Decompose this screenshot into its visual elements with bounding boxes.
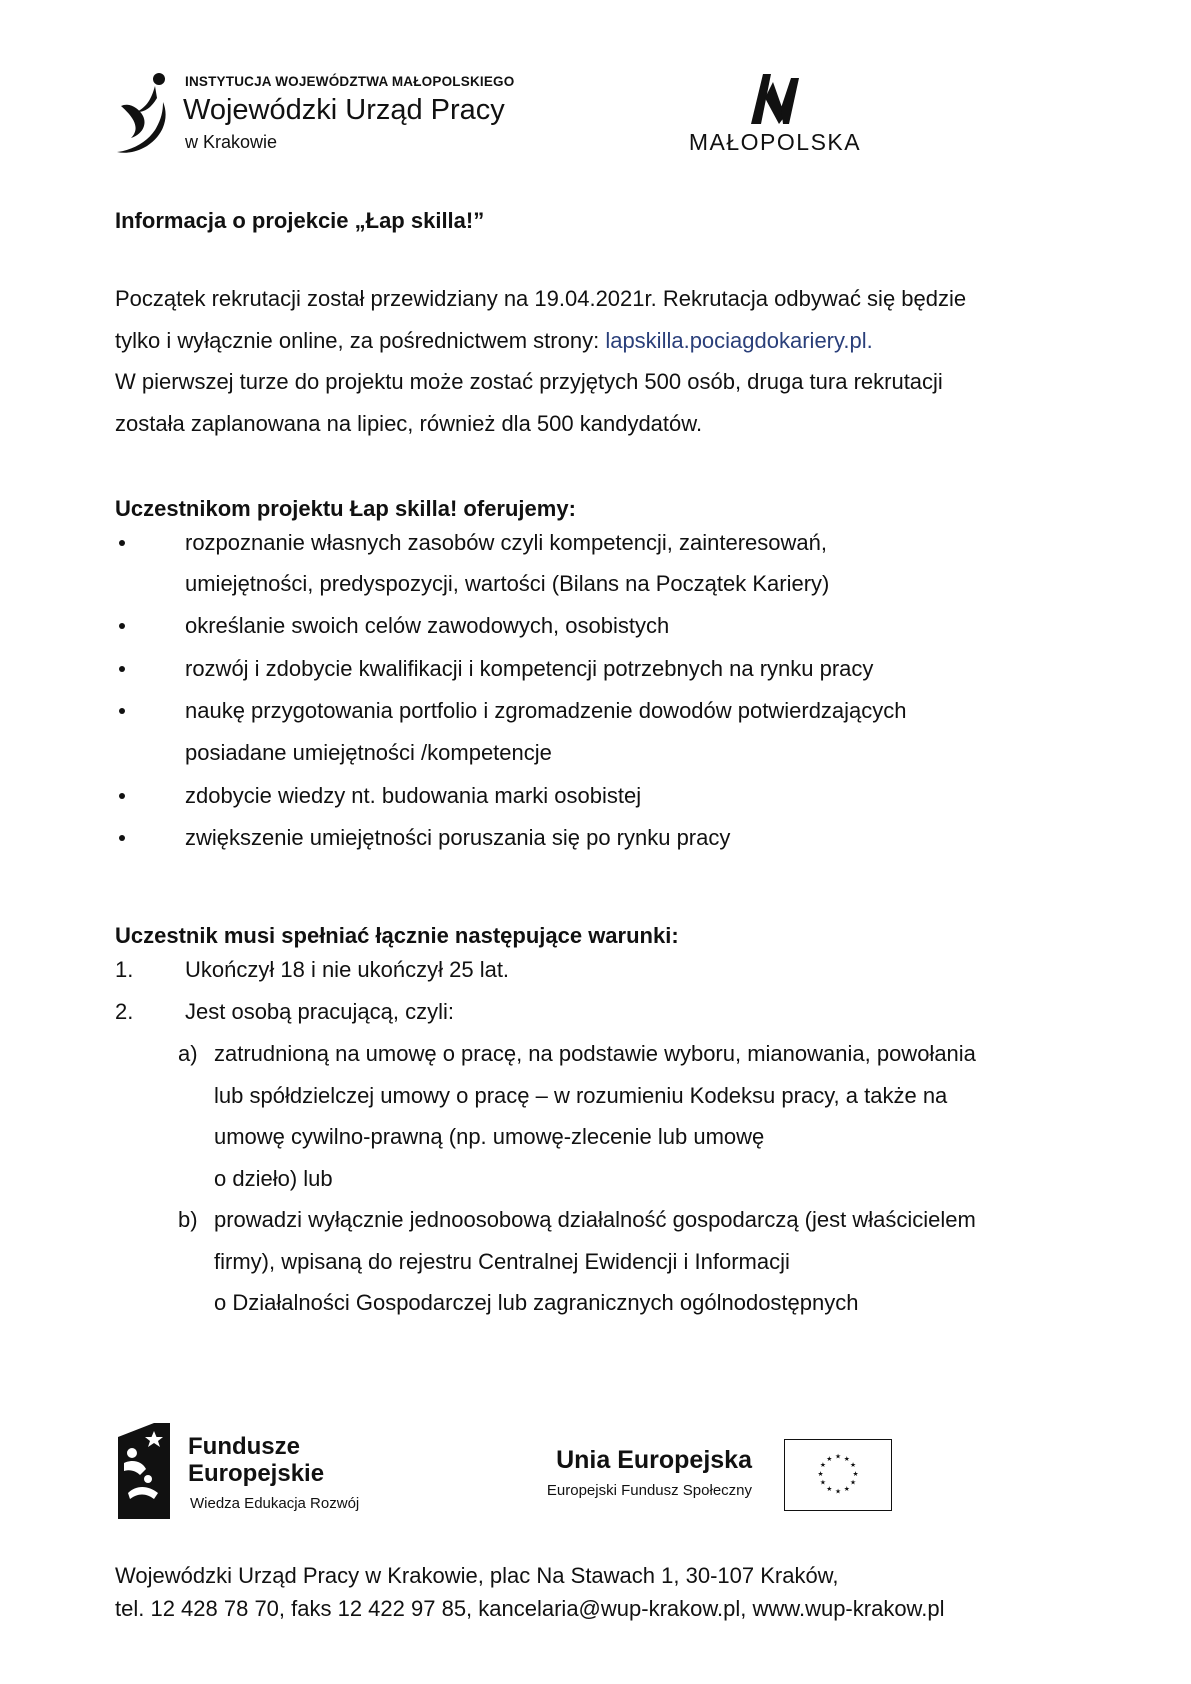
ue-title: Unia Europejska [556,1446,752,1474]
page-title: Informacja o projekcie „Łap skilla!” [115,208,485,233]
intro-line: tylko i wyłącznie online, za pośrednictwem strony: lapskilla.pociagdokariery.pl. [115,327,873,353]
svg-text:★: ★ [843,1454,850,1463]
bullet-icon [119,623,125,629]
bullet-icon [119,540,125,546]
footer-line: tel. 12 428 78 70, faks 12 422 97 85, kancelaria@wup-krakow.pl, www.wup-krakow.pl [115,1596,945,1621]
fe-title-line1: Fundusze [188,1433,300,1460]
bullet-icon [119,835,125,841]
malopolska-logo [675,66,875,166]
wup-name-text: Wojewódzki Urząd Pracy [183,94,505,126]
svg-text:★: ★ [819,1478,826,1487]
conditions-heading: Uczestnik musi spełniać łącznie następujące warunki: [115,923,679,948]
condition-number: 2. [115,999,134,1024]
footer-line: Wojewódzki Urząd Pracy w Krakowie, plac Na Stawach 1, 30-107 Kraków, [115,1563,839,1588]
fe-title-line2: Europejskie [188,1460,325,1487]
ue-subtitle: Europejski Fundusz Społeczny [546,1482,752,1499]
svg-text:★: ★ [850,1478,857,1487]
intro-line: została zaplanowana na lipiec, również dla 500 kandydatów. [115,410,703,436]
svg-text:★: ★ [834,1487,842,1496]
svg-text:★: ★ [843,1485,850,1494]
bullet-icon [119,708,125,714]
wup-figure-icon [117,72,177,156]
bullet-icon [119,793,125,799]
intro-line: Początek rekrutacji został przewidziany na 19.04.2021r. Rekrutacja odbywać się będzie [115,286,967,311]
svg-text:★: ★ [819,1461,826,1470]
malopolska-text: MAŁOPOLSKA [688,129,862,155]
condition-number: 1. [115,957,134,982]
subcondition-letter: b) [178,1207,198,1232]
offer-heading: Uczestnikom projektu Łap skilla! oferujemy: [115,496,576,521]
wup-institution-text: INSTYTUCJA WOJEWÓDZTWA MAŁOPOLSKIEGO [185,74,515,89]
footer-address [115,1559,944,1625]
unia-europejska-logo [522,1439,892,1511]
eu-flag-icon [784,1439,892,1511]
recruitment-link[interactable]: lapskilla.pociagdokariery.pl. [605,327,873,353]
svg-text:★: ★ [826,1485,833,1494]
svg-text:★: ★ [852,1469,859,1478]
svg-text:★: ★ [850,1461,857,1470]
svg-text:★: ★ [826,1454,833,1463]
subcondition-letter: a) [178,1041,198,1066]
wup-city-text: w Krakowie [185,132,278,152]
intro-paragraph [115,278,966,444]
fe-subtitle: Wiedza Edukacja Rozwój [190,1495,360,1512]
svg-text:★: ★ [817,1469,824,1478]
fundusze-europejskie-icon [118,1423,170,1519]
malopolska-mountain-icon [745,68,805,128]
intro-line: W pierwszej turze do projektu może zostać przyjętych 500 osób, druga tura rekrutacji [115,369,943,394]
svg-text:★: ★ [834,1452,842,1461]
bullet-icon [119,666,125,672]
fundusze-europejskie-logo [118,1423,398,1523]
wup-logo [117,70,537,160]
